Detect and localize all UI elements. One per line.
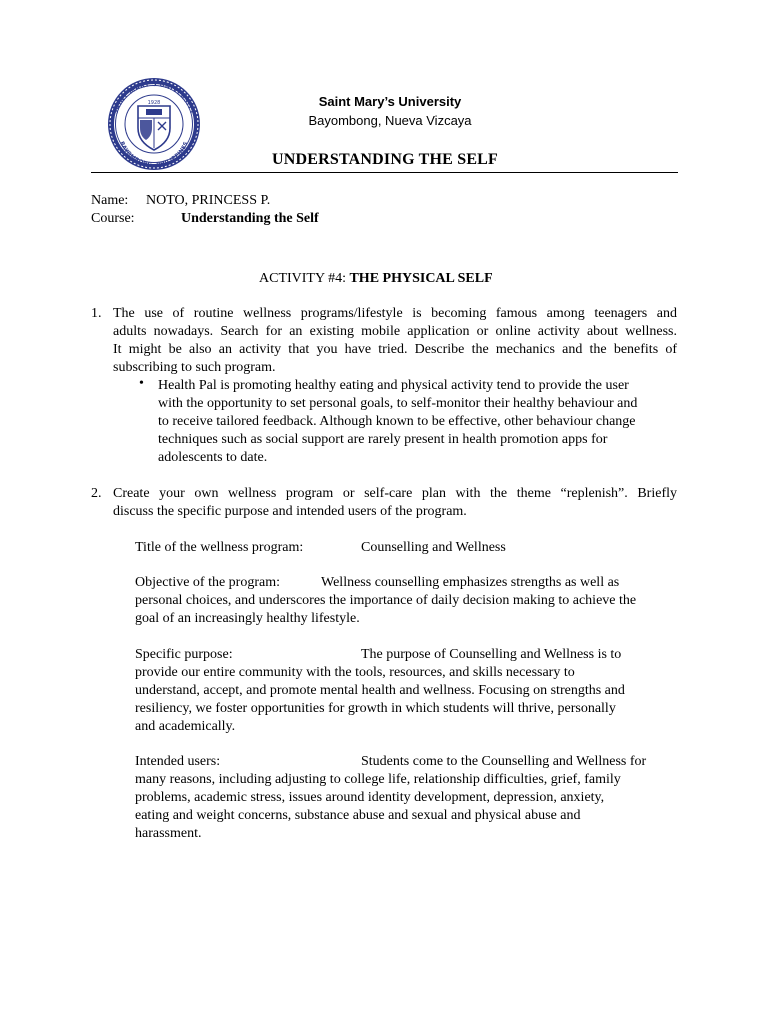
- svg-text:BAYOMBONG, PHILIPPINES: BAYOMBONG, PHILIPPINES: [118, 140, 190, 169]
- activity-prefix: ACTIVITY #4:: [259, 271, 346, 286]
- objective-line: personal choices, and underscores the importance of daily decision making to achieve the: [135, 593, 637, 608]
- users-line: many reasons, including adjusting to college life, relationship difficulties, grief, family: [135, 772, 621, 787]
- purpose-text: [135, 664, 680, 736]
- question-1-number: 1.: [91, 306, 102, 321]
- svg-text:1928: 1928: [147, 100, 161, 106]
- question-2-line: Create your own wellness program or self-care plan with the theme “replenish”. Briefly: [113, 486, 677, 501]
- program-title-label: Title of the wellness program:: [135, 540, 304, 555]
- purpose-line: provide our entire community with the tools, resources, and skills necessary to: [135, 665, 575, 680]
- name-label: Name:: [91, 193, 129, 208]
- svg-text:SAINT MARY'S UNIVERSITY: SAINT MARY'S UNIVERSITY: [112, 80, 196, 116]
- bullet-icon: •: [139, 376, 144, 391]
- university-name: Saint Mary’s University: [318, 94, 462, 109]
- question-2-text: [113, 485, 677, 521]
- objective-text: [135, 592, 680, 628]
- users-line: problems, academic stress, issues around identity development, depression, anxiety,: [135, 790, 605, 805]
- answer-line: to receive tailored feedback. Although known to be effective, other behaviour change: [158, 414, 636, 429]
- question-2-line: discuss the specific purpose and intended users of the program.: [113, 504, 467, 519]
- name-value: NOTO, PRINCESS P.: [146, 193, 271, 208]
- title-divider: [91, 172, 678, 173]
- users-first-line: Students come to the Counselling and Wellness for: [361, 754, 647, 769]
- course-value: Understanding the Self: [181, 211, 319, 226]
- question-1-answer: [158, 377, 678, 467]
- university-seal: [98, 76, 210, 172]
- users-label: Intended users:: [135, 754, 221, 769]
- answer-line: Health Pal is promoting healthy eating and physical activity tend to provide the user: [158, 378, 629, 393]
- question-1-line: adults nowadays. Search for an existing mobile application or online activity about wellness.: [113, 324, 677, 339]
- purpose-label: Specific purpose:: [135, 647, 233, 662]
- purpose-first-line: The purpose of Counselling and Wellness is to: [361, 647, 622, 662]
- question-1-line: The use of routine wellness programs/lifestyle is becoming famous among teenagers and: [113, 306, 677, 321]
- document-title: UNDERSTANDING THE SELF: [271, 151, 499, 168]
- objective-label: Objective of the program:: [135, 575, 281, 590]
- purpose-line: understand, accept, and promote mental health and wellness. Focusing on strengths and: [135, 683, 625, 698]
- activity-heading: [259, 270, 493, 288]
- answer-line: techniques such as social support are rarely present in health promotion apps for: [158, 432, 608, 447]
- purpose-line: and academically.: [135, 719, 236, 734]
- university-location: Bayombong, Nueva Vizcaya: [308, 113, 472, 128]
- question-2-number: 2.: [91, 486, 102, 501]
- question-1-text: [113, 305, 677, 377]
- users-text: [135, 771, 680, 843]
- users-line: eating and weight concerns, substance abuse and sexual and physical abuse and: [135, 808, 581, 823]
- users-line: harassment.: [135, 826, 202, 841]
- objective-first-line: Wellness counselling emphasizes strengths as well as: [321, 575, 620, 590]
- purpose-line: resiliency, we foster opportunities for growth in which students will thrive, personally: [135, 701, 616, 716]
- question-1-line: It might be also an activity that you have tried. Describe the mechanics and the benefits of: [113, 342, 677, 357]
- answer-line: adolescents to date.: [158, 450, 268, 465]
- question-1-line: subscribing to such program.: [113, 360, 276, 375]
- program-title-value: Counselling and Wellness: [361, 540, 506, 555]
- course-label: Course:: [91, 211, 135, 226]
- answer-line: with the opportunity to set personal goals, to self-monitor their healthy behaviour and: [158, 396, 638, 411]
- activity-name: THE PHYSICAL SELF: [349, 271, 493, 286]
- objective-line: goal of an increasingly healthy lifestyle.: [135, 611, 360, 626]
